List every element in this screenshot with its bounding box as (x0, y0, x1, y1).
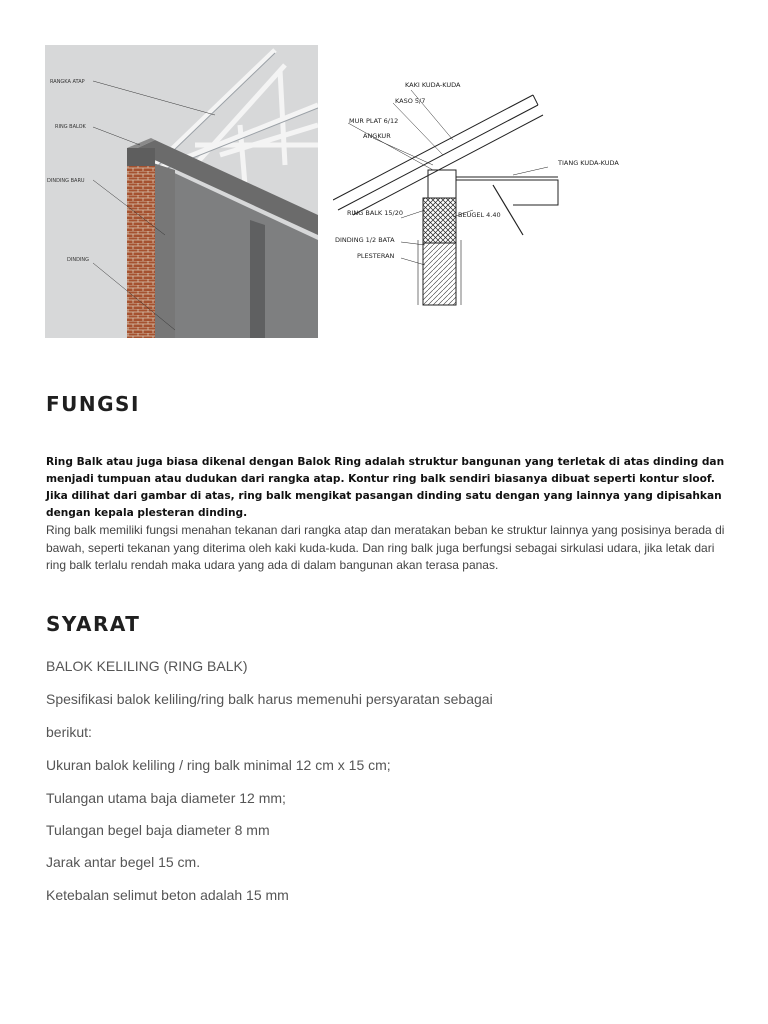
syarat-line: berikut: (46, 724, 92, 740)
syarat-line: Tulangan begel baja diameter 8 mm (46, 822, 270, 838)
label-tiang-kuda-kuda: TIANG KUDA-KUDA (558, 159, 619, 167)
syarat-line: Tulangan utama baja diameter 12 mm; (46, 790, 286, 806)
syarat-line: Jarak antar begel 15 cm. (46, 854, 201, 870)
section-heading-syarat: SYARAT (46, 612, 141, 636)
label-ring-balk-dim: RING BALK 15/20 (347, 209, 403, 217)
label-angkur: ANGKUR (363, 132, 391, 140)
label-rangka-atap: RANGKA ATAP (50, 79, 85, 85)
label-dinding: DINDING (67, 257, 90, 263)
syarat-line: Spesifikasi balok keliling/ring balk harus memenuhi persyaratan sebagai (46, 691, 493, 707)
label-dinding-baru: DINDING BARU (47, 178, 85, 184)
label-ring-balok: RING BALOK (55, 124, 86, 130)
label-dinding-bata: DINDING 1/2 BATA (335, 236, 395, 244)
label-beugel: BEUGEL 4.40 (458, 211, 501, 219)
fungsi-paragraph: Ring balk memiliki fungsi menahan tekanan dari rangka atap dan meratakan beban ke struktur lainnya yang posisinya berada di bawah, seperti tekanan yang diterima oleh kaki kuda-kuda. Dan ring balk juga berfungsi sebagai sirkulasi udara, jika letak dari ring balk terlalu rendah maka udara yang ada di dalam bangunan akan terasa panas. (46, 523, 725, 572)
label-kaki-kuda-kuda: KAKI KUDA-KUDA (405, 81, 461, 89)
label-plesteran: PLESTERAN (357, 252, 395, 260)
ring-balk-section-drawing (333, 75, 633, 315)
ring-balk-3d-illustration (45, 45, 318, 338)
section-heading-fungsi: FUNGSI (46, 392, 140, 416)
label-kaso: KASO 5/7 (395, 97, 426, 105)
syarat-subheading: BALOK KELILING (RING BALK) (46, 658, 248, 674)
syarat-line: Ketebalan selimut beton adalah 15 mm (46, 887, 289, 903)
syarat-line: Ukuran balok keliling / ring balk minimal 12 cm x 15 cm; (46, 757, 391, 773)
fungsi-bold-paragraph: Ring Balk atau juga biasa dikenal dengan Balok Ring adalah struktur bangunan yang terletak di atas dinding dan menjadi tumpuan atau dudukan dari rangka atap. Kontur ring balk sendiri biasanya dibuat seperti kontur sloof. Jika dilihat dari gambar di atas, ring balk mengikat pasangan dinding satu dengan yang lainnya yang dipisahkan dengan kepala plesteran dinding. (46, 456, 725, 519)
label-mur-plat: MUR PLAT 6/12 (349, 117, 399, 125)
